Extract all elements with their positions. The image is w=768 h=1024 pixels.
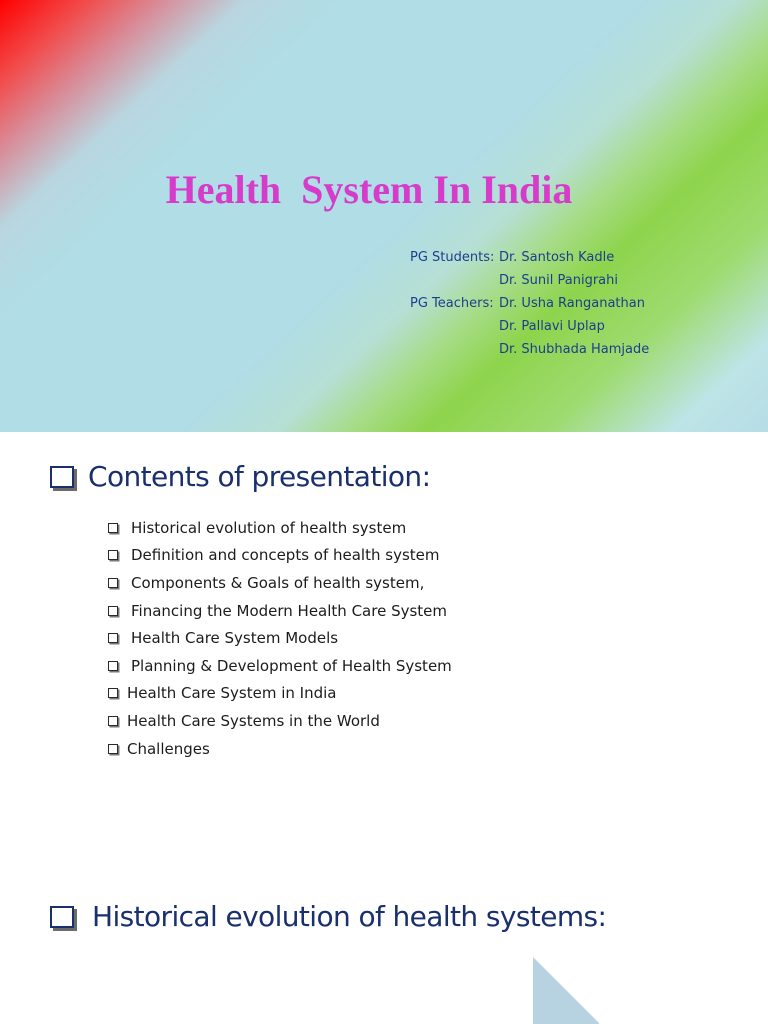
credits-block bbox=[410, 246, 649, 361]
contents-list bbox=[108, 514, 452, 762]
credit-row bbox=[410, 246, 649, 269]
credit-name: Dr. Santosh Kadle bbox=[499, 250, 615, 265]
credit-name: Dr. Usha Ranganathan bbox=[499, 296, 645, 311]
contents-heading bbox=[50, 460, 430, 493]
credit-name: Dr. Pallavi Uplap bbox=[499, 319, 605, 334]
checkbox-bullet-icon bbox=[108, 523, 118, 533]
credit-role: PG Students: bbox=[410, 250, 495, 265]
list-item-text: Historical evolution of health system bbox=[131, 518, 407, 537]
list-item bbox=[108, 542, 452, 570]
list-item-text: Challenges bbox=[127, 739, 210, 758]
list-item bbox=[108, 707, 452, 735]
history-heading-text: Historical evolution of health systems: bbox=[92, 900, 607, 933]
credit-role bbox=[410, 269, 499, 292]
list-item bbox=[108, 652, 452, 680]
credit-row bbox=[410, 292, 649, 315]
list-item-text: Definition and concepts of health system bbox=[131, 546, 440, 565]
credit-name: Dr. Shubhada Hamjade bbox=[499, 342, 650, 357]
list-item bbox=[108, 624, 452, 652]
checkbox-bullet-icon bbox=[108, 578, 118, 588]
list-item-text: Health Care System Models bbox=[131, 629, 339, 648]
title-slide bbox=[0, 0, 768, 432]
list-item bbox=[108, 680, 452, 708]
list-item bbox=[108, 597, 452, 625]
list-item-text: Components & Goals of health system, bbox=[131, 573, 425, 592]
credit-role bbox=[410, 315, 499, 338]
checkbox-bullet-icon bbox=[50, 466, 74, 488]
contents-heading-text: Contents of presentation: bbox=[88, 460, 431, 493]
checkbox-bullet-icon bbox=[108, 633, 118, 643]
history-heading bbox=[50, 900, 606, 933]
list-item-text: Financing the Modern Health Care System bbox=[131, 601, 448, 620]
credit-row bbox=[410, 315, 649, 338]
checkbox-bullet-icon bbox=[108, 661, 118, 671]
credit-role: PG Teachers: bbox=[410, 296, 494, 311]
contents-slide bbox=[0, 432, 768, 862]
list-item bbox=[108, 514, 452, 542]
checkbox-bullet-icon bbox=[108, 550, 118, 560]
list-item-text: Planning & Development of Health System bbox=[131, 656, 452, 675]
checkbox-bullet-icon bbox=[108, 716, 118, 726]
list-item bbox=[108, 735, 452, 763]
credit-role bbox=[410, 338, 499, 361]
list-item bbox=[108, 569, 452, 597]
checkbox-bullet-icon bbox=[50, 906, 74, 928]
history-slide bbox=[0, 862, 768, 1024]
checkbox-bullet-icon bbox=[108, 688, 118, 698]
credit-name: Dr. Sunil Panigrahi bbox=[499, 273, 618, 288]
list-item-text: Health Care System in India bbox=[127, 684, 337, 703]
credit-row bbox=[410, 338, 649, 361]
credit-row bbox=[410, 269, 649, 292]
decorative-triangle bbox=[533, 957, 599, 1023]
presentation-title: Health System In India bbox=[165, 167, 573, 212]
list-item-text: Health Care Systems in the World bbox=[127, 711, 380, 730]
checkbox-bullet-icon bbox=[108, 744, 118, 754]
checkbox-bullet-icon bbox=[108, 606, 118, 616]
